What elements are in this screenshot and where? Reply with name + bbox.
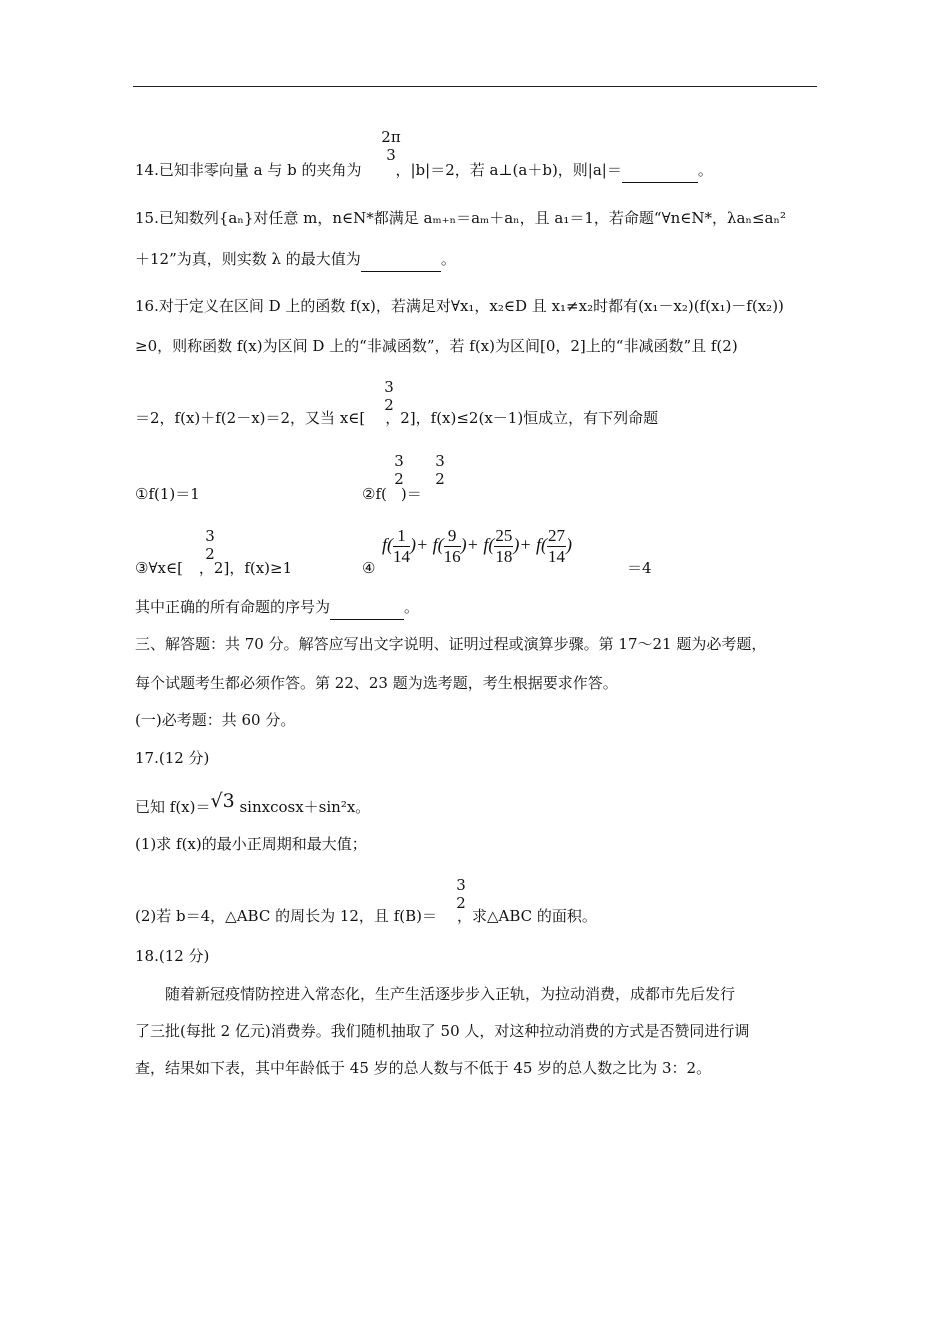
q15-end: 。: [440, 250, 456, 268]
q16-opt2-num-a: 3: [394, 452, 404, 470]
q16-opt4-expression: f( $\frac{1}{14}$ )+ f( $\frac{9}{16}$ )+ f( $\frac{25}{18}$ )+ f( $\frac{27}{14}$ ): [382, 526, 572, 566]
q16-opt4-label: ④: [362, 559, 376, 577]
q16-line3-a: ＝2，f(x)＋f(2－x)＝2，又当 x∈[: [135, 409, 366, 427]
q16-opt2-frac-a: [391, 452, 407, 488]
q16-opt2-frac-b: [432, 452, 448, 488]
q16-opt1: ①f(1)＝1: [135, 485, 200, 503]
opt4-frac-3: $\frac{25}{18}$: [495, 526, 513, 566]
q16-opt2-b: )＝: [400, 485, 422, 503]
q17-part2: [135, 906, 597, 926]
q16-line3: [135, 408, 658, 428]
q17-given: [135, 790, 371, 817]
q14-frac-num: 2π: [381, 128, 401, 146]
q15-line2-text: ＋12”为真，则实数 λ 的最大值为: [135, 250, 361, 268]
header-rule: [133, 86, 817, 87]
opt4-frac-4: $\frac{27}{14}$: [547, 526, 565, 566]
q15-line1: 15.已知数列{aₙ}对任意 m，n∈N*都满足 aₘ₊ₙ＝aₘ＋aₙ，且 a₁＝1，若命题“∀n∈N*，λaₙ≤aₙ²: [135, 209, 786, 227]
q16-opt2-den-a: 2: [394, 470, 404, 488]
opt4-f1: f: [382, 534, 388, 555]
q16-line1: 16.对于定义在区间 D 上的函数 f(x)，若满足对∀x₁，x₂∈D 且 x₁≠x₂时都有(x₁－x₂)(f(x₁)－f(x₂)): [135, 297, 784, 315]
q15-answer-blank[interactable]: [361, 251, 441, 272]
q14-end: 。: [697, 161, 713, 179]
q18-paragraph-3: 查，结果如下表，其中年龄低于 45 岁的总人数与不低于 45 岁的总人数之比为 3：2。: [135, 1059, 712, 1077]
q17-frac-den: 2: [456, 894, 466, 912]
section3-line1: 三、解答题：共 70 分。解答应写出文字说明、证明过程或演算步骤。第 17～21 题为必考题，: [135, 635, 767, 653]
q16-opt4-result: ＝4: [627, 559, 652, 577]
q18-paragraph-2: 了三批(每批 2 亿元)消费券。我们随机抽取了 50 人，对这种拉动消费的方式是否赞同进行调: [135, 1022, 750, 1040]
q17-frac-num: 3: [456, 876, 466, 894]
q16-answer-blank[interactable]: [330, 599, 404, 620]
opt4-f2: f: [432, 534, 438, 555]
opt4-f4: f: [535, 534, 541, 555]
opt4-frac-1: $\frac{1}{14}$: [393, 526, 411, 566]
q17-part2-b: ，求△ABC 的面积。: [456, 907, 597, 925]
q16-opt2-den-b: 2: [435, 470, 445, 488]
opt4-f3: f: [483, 534, 489, 555]
q16-opt3-num: 3: [205, 527, 215, 545]
q14-fraction: [377, 128, 405, 164]
q17-given-a: 已知 f(x)＝: [135, 798, 211, 816]
q16-frac-den: 2: [384, 396, 394, 414]
q17-part2-a: (2)若 b＝4，△ABC 的周长为 12，且 f(B)＝: [135, 907, 437, 925]
q16-opt2-num-b: 3: [435, 452, 445, 470]
q16-opt2-a: ②f(: [362, 485, 387, 503]
q16-line3-b: ，2]，f(x)≤2(x－1)恒成立，有下列命题: [385, 409, 659, 427]
q17-given-b: sinxcosx＋sin²x。: [239, 798, 371, 816]
q16-answer-line: [135, 597, 419, 620]
q14-line: [135, 160, 713, 183]
q17-header: 17.(12 分): [135, 749, 210, 767]
q15-line2: [135, 249, 456, 272]
q16-opt3-a: ③∀x∈[: [135, 559, 183, 577]
q14-text-b: ，|b|＝2，若 a⊥(a＋b)，则|a|＝: [395, 161, 622, 179]
q16-end: 。: [404, 598, 420, 616]
section3-line2: 每个试题考生都必须作答。第 22、23 题为选考题，考生根据要求作答。: [135, 674, 618, 692]
q16-opt2: [362, 484, 422, 504]
q14-answer-blank[interactable]: [622, 162, 698, 183]
opt4-frac-2: $\frac{9}{16}$: [443, 526, 461, 566]
q14-frac-den: 3: [386, 146, 396, 164]
q16-answer-text: 其中正确的所有命题的序号为: [135, 598, 331, 616]
q16-opt3: [135, 558, 292, 578]
section3-line3: (一)必考题：共 60 分。: [135, 711, 296, 729]
q18-header: 18.(12 分): [135, 947, 210, 965]
q16-line2: ≥0，则称函数 f(x)为区间 D 上的“非减函数”，若 f(x)为区间[0，2]上的“非减函数”且 f(2): [135, 337, 738, 355]
q14-text-a: 14.已知非零向量 a 与 b 的夹角为: [135, 161, 362, 179]
q18-paragraph-1: 随着新冠疫情防控进入常态化，生产生活逐步步入正轨，为拉动消费，成都市先后发行: [165, 985, 736, 1003]
q17-part1: (1)求 f(x)的最小正周期和最大值；: [135, 835, 367, 853]
q17-sqrt: √3: [210, 790, 235, 812]
q16-opt3-b: ，2]，f(x)≥1: [198, 559, 293, 577]
q16-opt3-den: 2: [205, 545, 215, 563]
q16-frac-num: 3: [384, 378, 394, 396]
